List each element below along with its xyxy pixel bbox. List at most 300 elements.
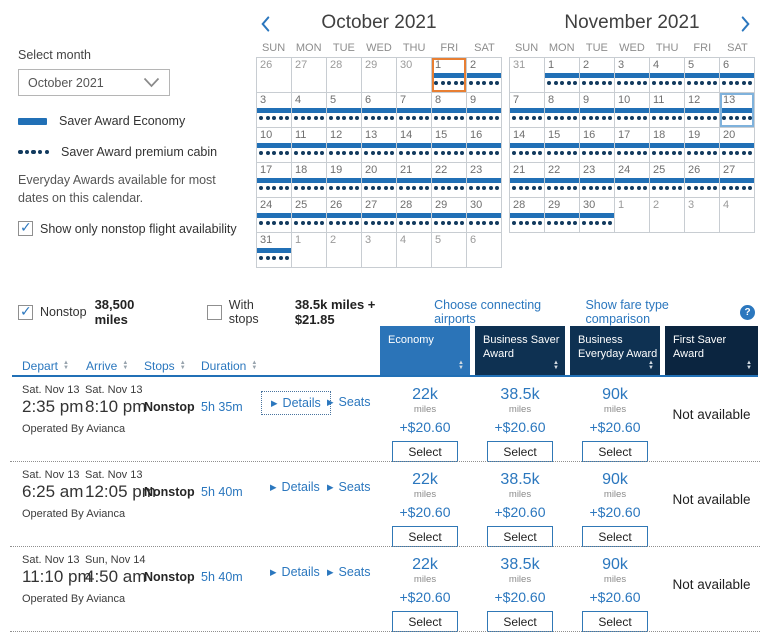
fare-cell-business-everyday-award bbox=[570, 462, 660, 547]
calendar-header bbox=[256, 12, 502, 38]
weekday-label: SUN bbox=[261, 42, 286, 54]
column-sort-header-stops[interactable] bbox=[144, 359, 186, 373]
month-dropdown[interactable] bbox=[18, 69, 170, 96]
day-number: 26 bbox=[688, 164, 701, 176]
premium-cabin-dots bbox=[720, 116, 754, 120]
fare-cell-first-saver-award bbox=[665, 462, 758, 547]
calendar-day[interactable] bbox=[685, 128, 720, 163]
premium-cabin-dots bbox=[292, 221, 326, 225]
premium-cabin-dots bbox=[327, 221, 361, 225]
day-number: 16 bbox=[470, 129, 483, 141]
day-number: 27 bbox=[365, 199, 378, 211]
calendar-day[interactable] bbox=[327, 163, 362, 198]
premium-cabin-dots bbox=[650, 186, 684, 190]
weekday-label: MON bbox=[295, 42, 322, 54]
fare-column-label: Economy bbox=[388, 334, 434, 346]
day-number: 28 bbox=[513, 199, 526, 211]
premium-cabin-dots bbox=[685, 186, 719, 190]
calendar-day bbox=[650, 198, 685, 233]
saver-economy-bar bbox=[545, 143, 579, 148]
saver-economy-bar bbox=[615, 73, 649, 78]
calendar-day[interactable] bbox=[397, 93, 432, 128]
saver-economy-bar bbox=[432, 178, 466, 183]
calendar-day[interactable] bbox=[292, 128, 327, 163]
calendar-day[interactable] bbox=[327, 128, 362, 163]
calendar-day bbox=[720, 198, 755, 233]
day-number: 30 bbox=[583, 199, 596, 211]
fare-cell-economy bbox=[380, 547, 470, 632]
nonstop-miles-value: 38,500 miles bbox=[94, 297, 135, 327]
miles-unit: miles bbox=[508, 489, 532, 500]
day-number: 4 bbox=[723, 199, 730, 211]
saver-economy-bar bbox=[685, 73, 719, 78]
day-number: 2 bbox=[330, 234, 337, 246]
nonstop-availability-toggle[interactable] bbox=[18, 221, 250, 236]
calendar-day[interactable] bbox=[467, 163, 502, 198]
calendar-day[interactable] bbox=[432, 93, 467, 128]
arrive-time: 8:10 pm bbox=[85, 397, 147, 416]
day-number: 20 bbox=[365, 164, 378, 176]
miles-unit: miles bbox=[603, 574, 627, 585]
column-label: Duration bbox=[201, 359, 247, 373]
fee-value: +$20.60 bbox=[399, 589, 451, 605]
calendar-day[interactable] bbox=[685, 58, 720, 93]
premium-cabin-dots bbox=[580, 151, 614, 155]
day-number: 11 bbox=[295, 129, 307, 141]
depart-date: Sat. Nov 13 bbox=[22, 384, 80, 396]
calendar-day[interactable] bbox=[432, 58, 467, 93]
everyday-awards-note: Everyday Awards available for most dates on this calendar. bbox=[18, 173, 216, 205]
column-sort-header-duration[interactable] bbox=[201, 359, 257, 373]
day-number: 11 bbox=[653, 94, 665, 106]
miles-value: 38.5k bbox=[500, 556, 540, 573]
calendar-day bbox=[510, 58, 545, 93]
legend-economy-label: Saver Award Economy bbox=[59, 114, 186, 128]
day-number: 24 bbox=[260, 199, 273, 211]
saver-economy-bar bbox=[510, 213, 544, 218]
column-sort-header-depart[interactable] bbox=[22, 359, 69, 373]
not-available-text: Not available bbox=[672, 407, 751, 422]
details-link[interactable]: ▶ Details bbox=[261, 391, 331, 415]
day-number: 14 bbox=[400, 129, 413, 141]
calendar-day[interactable] bbox=[432, 198, 467, 233]
day-number: 1 bbox=[548, 59, 555, 71]
saver-economy-bar bbox=[650, 73, 684, 78]
select-button[interactable]: Select bbox=[487, 441, 553, 462]
calendar-day[interactable] bbox=[615, 93, 650, 128]
saver-economy-bar bbox=[257, 108, 291, 113]
seats-link[interactable]: ▶ Seats bbox=[318, 561, 380, 583]
saver-economy-bar bbox=[327, 213, 361, 218]
weekday-label: FRI bbox=[440, 42, 459, 54]
day-number: 10 bbox=[260, 129, 273, 141]
select-button[interactable]: Select bbox=[392, 441, 458, 462]
calendar-day[interactable] bbox=[650, 128, 685, 163]
calendar-day[interactable] bbox=[650, 93, 685, 128]
day-number: 21 bbox=[513, 164, 526, 176]
calendar-day[interactable] bbox=[580, 93, 615, 128]
calendar-day[interactable] bbox=[397, 128, 432, 163]
saver-economy-bar bbox=[580, 178, 614, 183]
day-number: 22 bbox=[548, 164, 561, 176]
calendar-day bbox=[292, 233, 327, 268]
calendar-day[interactable] bbox=[720, 128, 755, 163]
day-number: 29 bbox=[365, 59, 378, 71]
day-number: 8 bbox=[548, 94, 555, 106]
day-number: 18 bbox=[295, 164, 308, 176]
fare-column-header-business-saver-award[interactable] bbox=[475, 326, 565, 375]
seats-link[interactable]: ▶ Seats bbox=[318, 391, 380, 413]
details-link[interactable]: ▶ Details bbox=[261, 476, 329, 498]
calendar-day[interactable] bbox=[650, 58, 685, 93]
calendar-day[interactable] bbox=[362, 163, 397, 198]
miles-unit: miles bbox=[603, 404, 627, 415]
premium-cabin-dots bbox=[432, 151, 466, 155]
saver-economy-bar bbox=[685, 178, 719, 183]
calendar-day[interactable] bbox=[257, 128, 292, 163]
calendar-day[interactable] bbox=[615, 58, 650, 93]
saver-economy-bar bbox=[685, 108, 719, 113]
premium-cabin-dots bbox=[257, 151, 291, 155]
premium-dots-swatch-icon bbox=[18, 150, 49, 155]
sort-icon: ▲ ▼ bbox=[458, 360, 464, 371]
saver-economy-bar bbox=[580, 143, 614, 148]
calendar-day[interactable] bbox=[292, 163, 327, 198]
fee-value: +$20.60 bbox=[399, 504, 451, 520]
premium-cabin-dots bbox=[362, 116, 396, 120]
day-number: 25 bbox=[295, 199, 308, 211]
fare-column-label: First Saver Award bbox=[673, 334, 727, 361]
premium-cabin-dots bbox=[615, 151, 649, 155]
calendar-day[interactable] bbox=[362, 93, 397, 128]
saver-economy-bar bbox=[257, 178, 291, 183]
depart-cell bbox=[22, 469, 83, 502]
fee-value: +$20.60 bbox=[589, 589, 641, 605]
premium-cabin-dots bbox=[257, 221, 291, 225]
premium-cabin-dots bbox=[545, 81, 579, 85]
fare-cell-business-everyday-award bbox=[570, 547, 660, 632]
calendar-day[interactable] bbox=[467, 128, 502, 163]
saver-economy-bar bbox=[327, 108, 361, 113]
calendar-day[interactable] bbox=[580, 198, 615, 233]
premium-cabin-dots bbox=[432, 221, 466, 225]
fare-type-comparison-link[interactable]: Show fare type comparison bbox=[585, 298, 669, 326]
calendar-day[interactable] bbox=[685, 93, 720, 128]
sort-icon: ▲ ▼ bbox=[63, 360, 69, 371]
calendar-day[interactable] bbox=[257, 163, 292, 198]
withstops-filter-checkbox[interactable] bbox=[207, 305, 222, 320]
column-label: Depart bbox=[22, 359, 59, 373]
miles-unit: miles bbox=[508, 574, 532, 585]
day-number: 6 bbox=[365, 94, 372, 106]
calendar-day[interactable] bbox=[650, 163, 685, 198]
column-label: Stops bbox=[144, 359, 175, 373]
withstops-miles-value: 38.5k miles + $21.85 bbox=[294, 297, 376, 327]
duration-value: 5h 40m bbox=[201, 570, 243, 584]
sort-icon: ▲ ▼ bbox=[251, 360, 258, 371]
day-number: 4 bbox=[295, 94, 302, 106]
calendar-day[interactable] bbox=[510, 163, 545, 198]
fee-value: +$20.60 bbox=[494, 504, 546, 520]
day-number: 18 bbox=[653, 129, 666, 141]
day-number: 6 bbox=[723, 59, 730, 71]
calendar-day[interactable] bbox=[580, 128, 615, 163]
day-number: 3 bbox=[365, 234, 372, 246]
select-button[interactable]: Select bbox=[487, 526, 553, 547]
calendar-day[interactable] bbox=[510, 93, 545, 128]
day-number: 12 bbox=[688, 94, 701, 106]
day-number: 1 bbox=[295, 234, 302, 246]
calendar-day[interactable] bbox=[292, 93, 327, 128]
day-number: 26 bbox=[330, 199, 343, 211]
calendar-day[interactable] bbox=[327, 93, 362, 128]
fee-value: +$20.60 bbox=[494, 589, 546, 605]
select-button[interactable]: Select bbox=[392, 611, 458, 632]
chevron-left-icon[interactable] bbox=[259, 15, 272, 33]
calendar-grid bbox=[256, 57, 502, 268]
calendar-day[interactable] bbox=[580, 163, 615, 198]
day-number: 22 bbox=[435, 164, 448, 176]
saver-economy-bar bbox=[397, 213, 431, 218]
chevron-right-icon[interactable] bbox=[739, 15, 752, 33]
calendar-day bbox=[397, 58, 432, 93]
premium-cabin-dots bbox=[685, 151, 719, 155]
depart-cell bbox=[22, 384, 83, 417]
calendar-day[interactable] bbox=[467, 58, 502, 93]
calendar-day bbox=[257, 58, 292, 93]
weekday-label: SUN bbox=[514, 42, 539, 54]
calendar-day[interactable] bbox=[720, 58, 755, 93]
premium-cabin-dots bbox=[327, 151, 361, 155]
calendar-october-2021 bbox=[256, 12, 502, 268]
calendar-day[interactable] bbox=[545, 128, 580, 163]
miles-value: 90k bbox=[602, 386, 628, 403]
miles-value: 22k bbox=[412, 556, 438, 573]
day-number: 29 bbox=[548, 199, 561, 211]
nonstop-filter-checkbox[interactable] bbox=[18, 305, 33, 320]
chevron-down-icon bbox=[143, 77, 160, 88]
saver-economy-bar bbox=[615, 143, 649, 148]
weekday-label: MON bbox=[548, 42, 575, 54]
saver-economy-bar bbox=[545, 178, 579, 183]
checkbox-checked-icon[interactable] bbox=[18, 221, 33, 236]
premium-cabin-dots bbox=[650, 116, 684, 120]
calendar-day[interactable] bbox=[257, 93, 292, 128]
calendar-day[interactable] bbox=[432, 128, 467, 163]
nonstop-filter-label: Nonstop bbox=[40, 305, 87, 319]
day-number: 20 bbox=[723, 129, 736, 141]
flight-row bbox=[0, 547, 770, 632]
saver-economy-bar bbox=[685, 143, 719, 148]
calendar-day[interactable] bbox=[397, 198, 432, 233]
flight-row bbox=[0, 377, 770, 462]
saver-economy-bar bbox=[257, 143, 291, 148]
day-number: 1 bbox=[435, 59, 442, 71]
premium-cabin-dots bbox=[545, 116, 579, 120]
calendar-day[interactable] bbox=[580, 58, 615, 93]
depart-cell bbox=[22, 554, 92, 587]
calendar-day bbox=[432, 233, 467, 268]
fare-column-header-economy[interactable] bbox=[380, 326, 470, 375]
calendar-day[interactable] bbox=[615, 163, 650, 198]
saver-economy-bar bbox=[720, 73, 754, 78]
day-number: 5 bbox=[330, 94, 337, 106]
day-number: 9 bbox=[470, 94, 477, 106]
premium-cabin-dots bbox=[467, 186, 501, 190]
calendar-day[interactable] bbox=[545, 163, 580, 198]
day-number: 31 bbox=[260, 234, 273, 246]
arrive-cell bbox=[85, 554, 146, 587]
premium-cabin-dots bbox=[545, 151, 579, 155]
premium-cabin-dots bbox=[510, 221, 544, 225]
seats-link[interactable]: ▶ Seats bbox=[318, 476, 380, 498]
calendar-day[interactable] bbox=[545, 198, 580, 233]
sort-icon: ▲ ▼ bbox=[179, 360, 186, 371]
weekday-label: SAT bbox=[474, 42, 495, 54]
premium-cabin-dots bbox=[685, 81, 719, 85]
arrive-date: Sat. Nov 13 bbox=[85, 469, 143, 481]
fee-value: +$20.60 bbox=[589, 419, 641, 435]
calendar-day[interactable] bbox=[510, 128, 545, 163]
fare-cell-economy bbox=[380, 462, 470, 547]
flight-row bbox=[0, 462, 770, 547]
saver-economy-bar bbox=[292, 178, 326, 183]
weekday-label: TUE bbox=[585, 42, 608, 54]
calendar-november-2021 bbox=[509, 12, 755, 268]
premium-cabin-dots bbox=[397, 186, 431, 190]
premium-cabin-dots bbox=[327, 116, 361, 120]
help-icon[interactable] bbox=[740, 305, 755, 320]
premium-cabin-dots bbox=[467, 221, 501, 225]
premium-cabin-dots bbox=[615, 81, 649, 85]
premium-cabin-dots bbox=[362, 151, 396, 155]
day-number: 14 bbox=[513, 129, 526, 141]
select-button[interactable]: Select bbox=[392, 526, 458, 547]
select-button[interactable]: Select bbox=[487, 611, 553, 632]
not-available-text: Not available bbox=[672, 492, 751, 507]
miles-value: 22k bbox=[412, 471, 438, 488]
select-button[interactable]: Select bbox=[582, 441, 648, 462]
calendar-day[interactable] bbox=[397, 163, 432, 198]
operated-by-text: Operated By Avianca bbox=[22, 508, 126, 520]
calendar-day[interactable] bbox=[685, 163, 720, 198]
depart-time: 11:10 pm bbox=[22, 567, 92, 586]
select-month-label: Select month bbox=[18, 48, 91, 62]
sort-icon: ▲ ▼ bbox=[122, 360, 129, 371]
saver-economy-bar bbox=[432, 213, 466, 218]
premium-cabin-dots bbox=[327, 186, 361, 190]
day-number: 13 bbox=[365, 129, 378, 141]
flight-rows bbox=[0, 377, 770, 632]
stops-value: Nonstop bbox=[144, 485, 195, 499]
calendar-day[interactable] bbox=[257, 233, 292, 268]
select-button[interactable]: Select bbox=[582, 611, 648, 632]
weekday-label: TUE bbox=[332, 42, 355, 54]
premium-cabin-dots bbox=[467, 81, 501, 85]
calendar-day[interactable] bbox=[545, 58, 580, 93]
calendar-day[interactable] bbox=[467, 93, 502, 128]
day-number: 28 bbox=[330, 59, 343, 71]
calendar-day[interactable] bbox=[362, 198, 397, 233]
premium-cabin-dots bbox=[397, 151, 431, 155]
premium-cabin-dots bbox=[432, 116, 466, 120]
day-number: 19 bbox=[330, 164, 343, 176]
calendar-title: November 2021 bbox=[564, 12, 700, 33]
calendar-day[interactable] bbox=[257, 198, 292, 233]
calendar-day[interactable] bbox=[432, 163, 467, 198]
arrive-date: Sun, Nov 14 bbox=[85, 554, 146, 566]
fare-column-header-first-saver-award[interactable] bbox=[665, 326, 758, 375]
miles-unit: miles bbox=[508, 404, 532, 415]
legend-saver-economy bbox=[18, 114, 250, 128]
fare-column-header-business-everyday-award[interactable] bbox=[570, 326, 660, 375]
fare-column-label: Business Everyday Award bbox=[578, 334, 658, 361]
calendar-day bbox=[327, 233, 362, 268]
calendar-day[interactable] bbox=[615, 128, 650, 163]
column-sort-header-arrive[interactable] bbox=[86, 359, 128, 373]
nonstop-availability-label: Show only nonstop flight availability bbox=[40, 221, 237, 236]
sort-icon: ▲ ▼ bbox=[746, 360, 752, 371]
miles-value: 90k bbox=[602, 556, 628, 573]
saver-economy-bar bbox=[362, 143, 396, 148]
fare-cell-first-saver-award bbox=[665, 377, 758, 462]
saver-economy-bar bbox=[650, 143, 684, 148]
miles-unit: miles bbox=[603, 489, 627, 500]
fee-value: +$20.60 bbox=[494, 419, 546, 435]
weekday-label: SAT bbox=[727, 42, 748, 54]
arrive-cell bbox=[85, 384, 146, 417]
fare-cell-business-saver-award bbox=[475, 377, 565, 462]
details-link[interactable]: ▶ Details bbox=[261, 561, 329, 583]
saver-economy-bar bbox=[545, 213, 579, 218]
calendar-day bbox=[467, 233, 502, 268]
stops-value: Nonstop bbox=[144, 400, 195, 414]
calendar-day[interactable] bbox=[510, 198, 545, 233]
fare-cell-business-saver-award bbox=[475, 462, 565, 547]
day-number: 5 bbox=[688, 59, 695, 71]
calendar-day[interactable] bbox=[327, 198, 362, 233]
premium-cabin-dots bbox=[580, 81, 614, 85]
day-number: 2 bbox=[583, 59, 590, 71]
day-number: 4 bbox=[653, 59, 660, 71]
calendar-day[interactable] bbox=[362, 128, 397, 163]
day-number: 19 bbox=[688, 129, 701, 141]
calendar-day[interactable] bbox=[720, 93, 755, 128]
day-number: 4 bbox=[400, 234, 407, 246]
day-number: 17 bbox=[260, 164, 273, 176]
select-button[interactable]: Select bbox=[582, 526, 648, 547]
calendar-day[interactable] bbox=[292, 198, 327, 233]
saver-economy-bar bbox=[432, 73, 466, 78]
calendar-day[interactable] bbox=[467, 198, 502, 233]
calendar-day[interactable] bbox=[545, 93, 580, 128]
choose-connecting-airports-link[interactable]: Choose connecting airports bbox=[434, 298, 542, 326]
miles-value: 38.5k bbox=[500, 386, 540, 403]
depart-time: 2:35 pm bbox=[22, 397, 84, 416]
calendar-options-panel bbox=[18, 48, 250, 236]
column-label: Arrive bbox=[86, 359, 118, 373]
miles-value: 38.5k bbox=[500, 471, 540, 488]
premium-cabin-dots bbox=[397, 116, 431, 120]
premium-cabin-dots bbox=[257, 256, 291, 260]
premium-cabin-dots bbox=[615, 186, 649, 190]
calendar-day bbox=[685, 198, 720, 233]
day-number: 27 bbox=[295, 59, 308, 71]
premium-cabin-dots bbox=[510, 116, 544, 120]
calendar-day[interactable] bbox=[720, 163, 755, 198]
saver-economy-bar bbox=[510, 108, 544, 113]
depart-time: 6:25 am bbox=[22, 482, 84, 501]
